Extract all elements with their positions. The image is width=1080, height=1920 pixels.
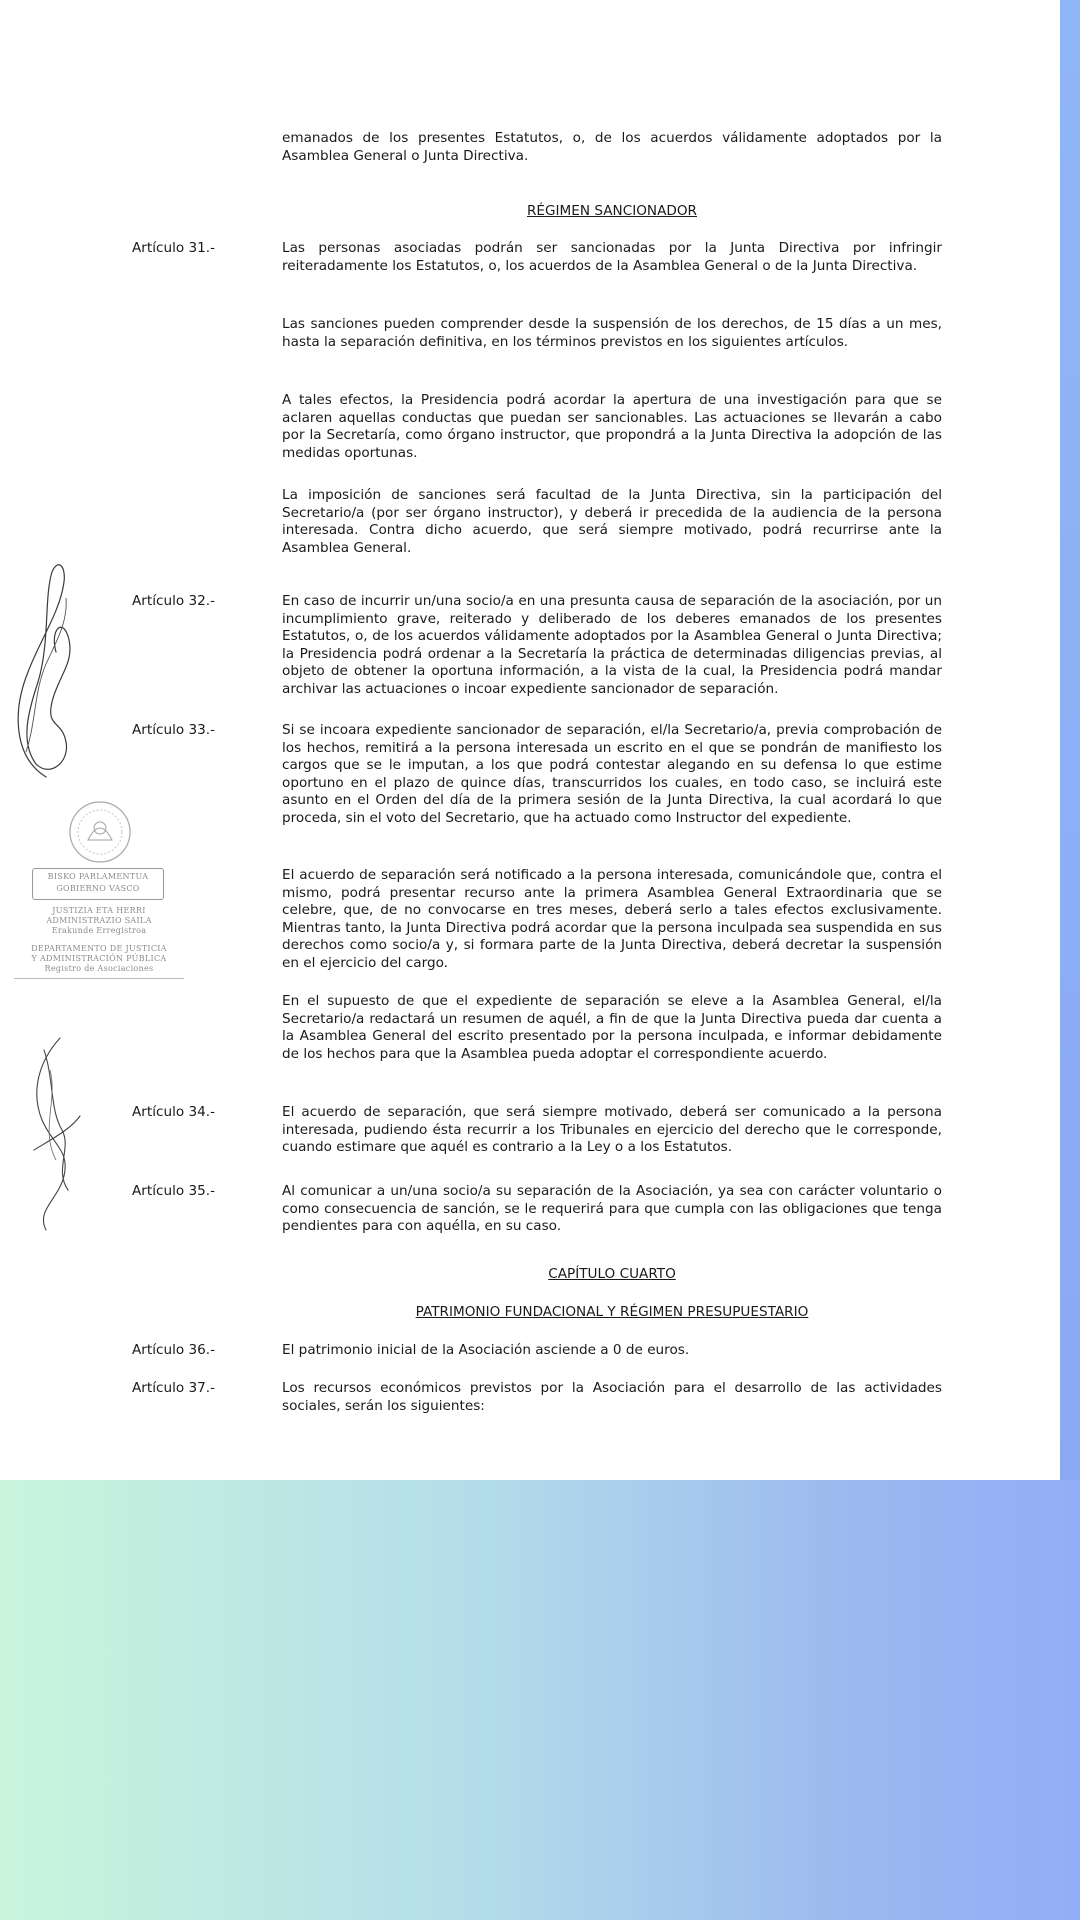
section-heading-patrimonio: PATRIMONIO FUNDACIONAL Y RÉGIMEN PRESUPUESTARIO <box>415 1304 809 1320</box>
stamp-line-3: Erakunde Erregistroa <box>51 926 147 935</box>
article-33-label: Artículo 33.- <box>132 722 216 738</box>
article-35-paragraph-1: Al comunicar a un/una socio/a su separación de la Asociación, ya sea con carácter voluntario o como consecuencia de sanción, se le requerirá para que cumpla con las obligaciones que tenga pendientes para con aquélla, en su caso. <box>282 1183 942 1234</box>
stamp-line-5: Y ADMINISTRACIÓN PÚBLICA <box>31 954 167 963</box>
stamp-line-2: ADMINISTRAZIO SAILA <box>46 916 152 925</box>
article-34-paragraph-1: El acuerdo de separación, que será siempre motivado, deberá ser comunicado a la persona interesada, pudiendo ésta recurrir a los Tribunales en ejercicio del derecho que le corresponde, cuando estimare que aquél es contrario a la Ley o a los Estatutos. <box>282 1104 942 1155</box>
stamp-box <box>32 868 164 900</box>
right-edge-band <box>1060 0 1080 1480</box>
article-37-text: Los recursos económicos previstos por la Asociación para el desarrollo de las actividades sociales, serán los siguientes: <box>282 1380 942 1414</box>
signature-mark-top <box>6 552 86 782</box>
article-31-paragraph-2: Las sanciones pueden comprender desde la suspensión de los derechos, de 15 días a un mes, hasta la separación definitiva, en los términos previstos en los siguientes artículos. <box>282 316 942 350</box>
article-32-paragraph-1: En caso de incurrir un/una socio/a en una presunta causa de separación de la asociación, por un incumplimiento grave, reiterado y deliberado de los deberes emanados de los presentes Estatutos, o, de los acuerdos válidamente adoptados por la Asamblea General o Junta Directiva; la Presidencia podrá ordenar a la Secretaría la práctica de determinadas diligencias previas, al objeto de obtener la oportuna información, a la vista de la cual, la Presidencia podrá mandar archivar las actuaciones o incoar expediente sancionador de separación. <box>282 593 942 697</box>
article-33-paragraph-2: El acuerdo de separación será notificado a la persona interesada, comunicándole que, contra el mismo, podrá presentar recurso ante la primera Asamblea General Extraordinaria que se celebre, que, de no convocarse en tres meses, deberá serlo a tales efectos exclusivamente. Mientras tanto, la Junta Directiva podrá acordar que la persona inculpada sea suspendida en sus derechos como socio/a y, si formara parte de la Junta Directiva, deberá decretar la suspensión en el ejercicio del cargo. <box>282 867 942 971</box>
chapter-heading: CAPÍTULO CUARTO <box>548 1266 676 1282</box>
article-31-label: Artículo 31.- <box>132 240 216 256</box>
article-35-label: Artículo 35.- <box>132 1183 216 1199</box>
stamp-line-1: JUSTIZIA ETA HERRI <box>52 906 146 915</box>
stamp-divider <box>14 978 184 979</box>
stamp-box-line-1: BISKO PARLAMENTUA <box>47 872 149 881</box>
section-heading-regimen-sancionador: RÉGIMEN SANCIONADOR <box>526 203 697 219</box>
article-33-paragraph-1: Si se incoara expediente sancionador de separación, el/la Secretario/a, previa comprobación de los hechos, remitirá a la persona interesada un escrito en el que se pondrán de manifiesto los cargos que se le imputan, a los que podrá contestar alegando en su defensa lo que estime oportuno en el plazo de quince días, transcurridos los cuales, en todo caso, se incluirá este asunto en el Orden del día de la primera sesión de la Junta Directiva, la cual acordará lo que proceda, sin el voto del Secretario, que ha actuado como Instructor del expediente. <box>282 722 942 826</box>
stamp-line-4: DEPARTAMENTO DE JUSTICIA <box>31 944 167 953</box>
article-31-paragraph-4: La imposición de sanciones será facultad de la Junta Directiva, sin la participación del Secretario/a (por ser órgano instructor), y deberá ir precedida de la audiencia de la persona interesada. Contra dicho acuerdo, que será siempre motivado, podrá recurrirse ante la Asamblea General. <box>282 487 942 556</box>
article-32-label: Artículo 32.- <box>132 593 216 609</box>
article-37-label: Artículo 37.- <box>132 1380 216 1396</box>
article-36-label: Artículo 36.- <box>132 1342 216 1358</box>
article-31-paragraph-3: A tales efectos, la Presidencia podrá acordar la apertura de una investigación para que se aclaren aquellas conductas que puedan ser sancionables. Las actuaciones se llevarán a cabo por la Secretaría, como órgano instructor, que propondrá a la Junta Directiva la adopción de las medidas oportunas. <box>282 392 942 461</box>
stamp-line-6: Registro de Asociaciones <box>44 964 154 973</box>
article-31-paragraph-1: Las personas asociadas podrán ser sancionadas por la Junta Directiva por infringir reiteradamente los Estatutos, o, los acuerdos de la Asamblea General o de la Junta Directiva. <box>282 240 942 274</box>
seal-emblem-icon <box>60 796 140 868</box>
article-36-text: El patrimonio inicial de la Asociación asciende a 0 de euros. <box>282 1342 690 1358</box>
article-34-label: Artículo 34.- <box>132 1104 216 1120</box>
article-33-paragraph-3: En el supuesto de que el expediente de separación se eleve a la Asamblea General, el/la Secretario/a redactará un resumen de aquél, a fin de que la Junta Directiva pueda dar cuenta a la Asamblea General del escrito presentado por la persona inculpada, e informar debidamente de los hechos para que la Asamblea pueda adoptar el correspondiente acuerdo. <box>282 993 942 1062</box>
intro-paragraph: emanados de los presentes Estatutos, o, de los acuerdos válidamente adoptados por la Asamblea General o Junta Directiva. <box>282 130 942 164</box>
stamp-box-line-2: GOBIERNO VASCO <box>56 884 140 893</box>
signature-mark-bottom <box>10 1030 90 1240</box>
